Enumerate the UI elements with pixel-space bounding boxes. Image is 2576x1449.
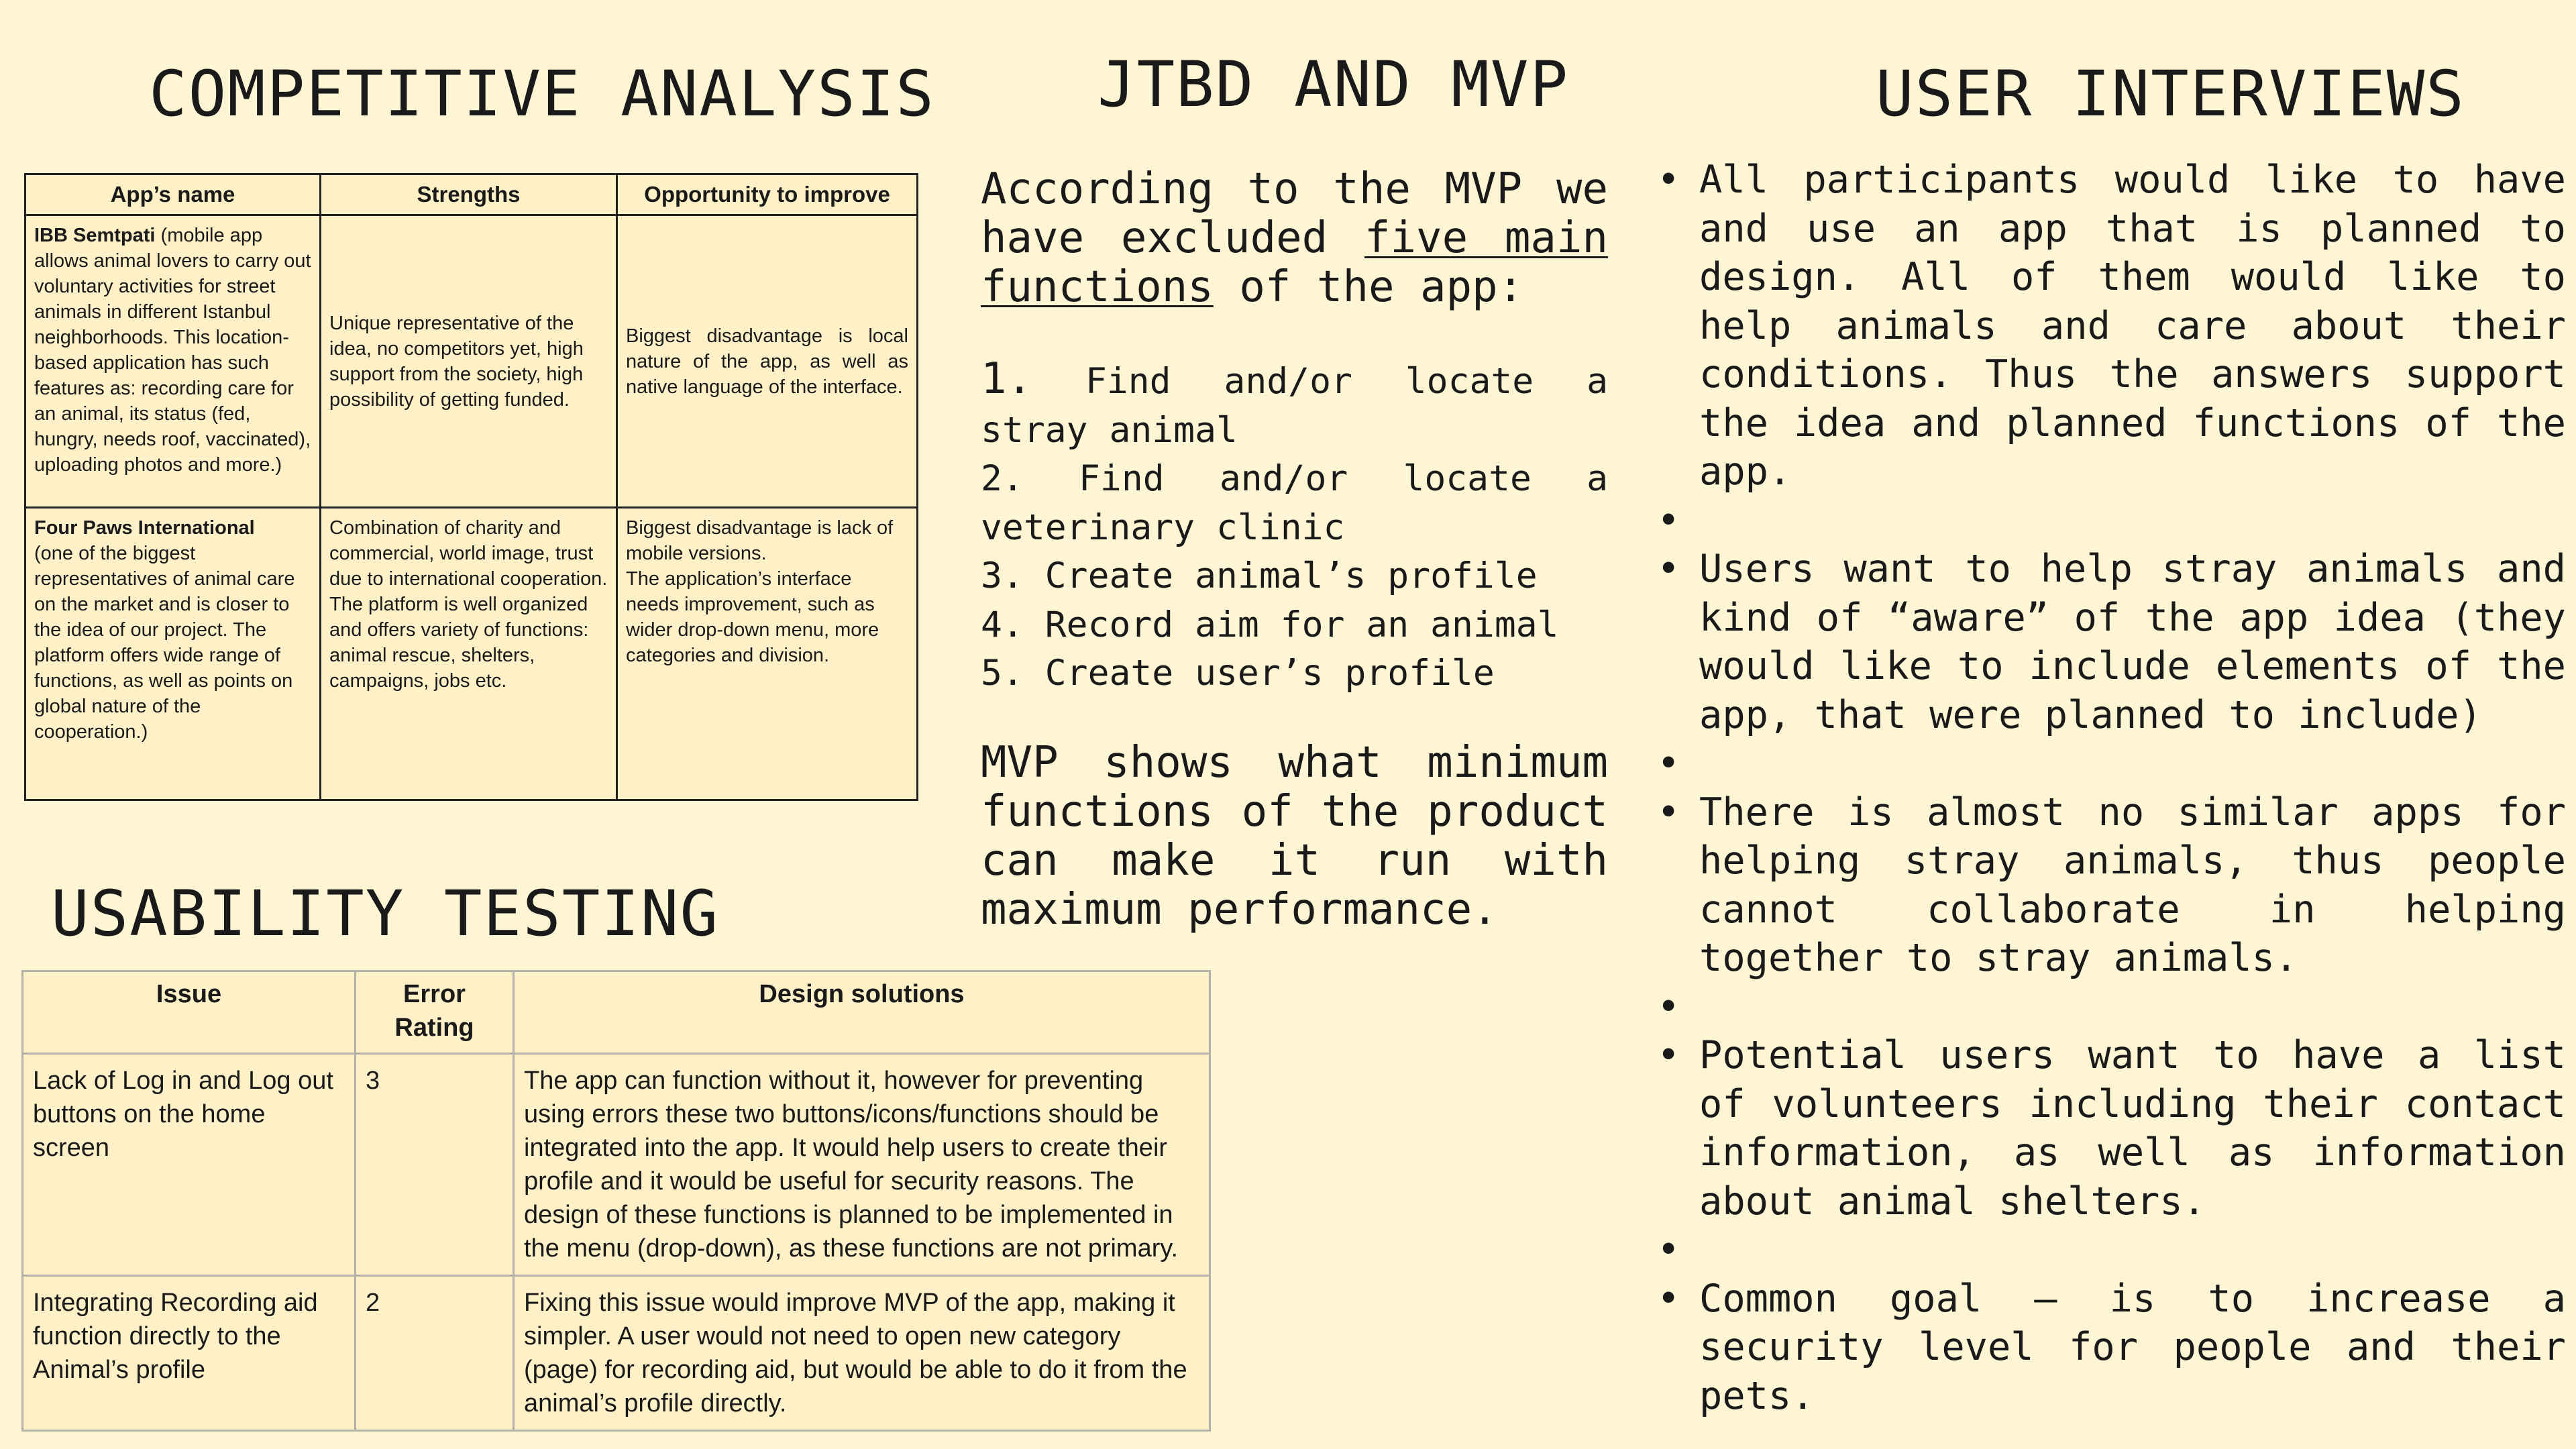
app-name-cell — [25, 508, 321, 800]
list-item — [981, 455, 1608, 552]
list-item — [981, 552, 1608, 601]
mvp-intro-text: of the app: — [1213, 262, 1524, 312]
app-description: (mobile app allows animal lovers to carry out voluntary activities for street animals in different Istanbul neighborhoods. This location-based application has such features as: recording care for an animal, its status (fed, hungry, needs roof, vaccinated), uploading photos and more.) — [34, 225, 311, 476]
table-header-row — [23, 971, 1210, 1054]
column-header: App’s name — [25, 174, 321, 215]
column-header: Error Rating — [356, 971, 514, 1054]
table-row — [23, 1054, 1210, 1276]
list-item: • There is almost no similar apps for helping stray animals, thus people cannot collaborate in helping together to stray animals. — [1657, 788, 2566, 983]
mvp-intro-text: According to the MVP we have excluded — [981, 164, 1608, 263]
app-name: Four Paws International — [34, 517, 255, 539]
design-solution-cell: The app can function without it, however for preventing using errors these two buttons/icons/functions should be integrated into the app. It would help users to create their profile and it would be useful for security reasons. The design of these functions is planned to be implemented in the menu (drop-down), as these functions are not primary. — [514, 1054, 1210, 1276]
error-rating-cell: 3 — [356, 1054, 514, 1276]
app-description: (one of the biggest representatives of animal care on the market and is closer to the idea of our project. The platform offers wide range of functions, as well as points on global nature of the cooperation.) — [34, 543, 295, 743]
error-rating-cell: 2 — [356, 1276, 514, 1431]
usability-testing-heading: USABILITY TESTING — [51, 877, 720, 951]
list-item — [981, 601, 1608, 650]
list-item: • All participants would like to have and use an app that is planned to design. All of them would like to help animals and care about their conditions. Thus the answers support the idea and planned functions of the app. — [1657, 156, 2566, 496]
strengths-text: The platform is well organized and offers variety of functions: animal rescue, shelters, campaigns, jobs etc. — [329, 594, 589, 692]
list-item: • Potential users want to have a list of volunteers including their contact information, as well as information about animal shelters. — [1657, 1031, 2566, 1226]
list-item — [1657, 496, 2566, 545]
table-row — [25, 508, 918, 800]
column-header: Opportunity to improve — [617, 174, 918, 215]
app-name: IBB Semtpati — [34, 225, 156, 246]
strengths-cell — [321, 508, 617, 800]
column-header: Strengths — [321, 174, 617, 215]
competitive-analysis-heading: COMPETITIVE ANALYSIS — [149, 58, 935, 131]
list-number: 3. — [981, 555, 1024, 596]
column-header: Design solutions — [514, 971, 1210, 1054]
list-number: 5. — [981, 653, 1024, 694]
issue-cell: Lack of Log in and Log out buttons on the home screen — [23, 1054, 356, 1276]
opportunity-text: Biggest disadvantage is lack of mobile versions. — [626, 517, 894, 564]
user-interviews-list — [1657, 156, 2566, 1420]
list-text: Create user’s profile — [1044, 653, 1495, 694]
mvp-intro — [981, 165, 1608, 312]
list-number: 1. — [981, 354, 1033, 404]
list-text: Find and/or locate a stray animal — [981, 361, 1608, 451]
usability-testing-table — [21, 970, 1211, 1432]
competitive-analysis-table — [24, 173, 918, 801]
table-row — [23, 1276, 1210, 1431]
design-solution-cell: Fixing this issue would improve MVP of the app, making it simpler. A user would not need to open new category (page) for recording aid, but would be able to do it from the animal’s profile directly. — [514, 1276, 1210, 1431]
opportunity-cell — [617, 508, 918, 800]
list-item: • Common goal – is to increase a security level for people and their pets. — [1657, 1275, 2566, 1421]
list-item — [1657, 1226, 2566, 1275]
list-item — [1657, 739, 2566, 788]
list-item — [1657, 983, 2566, 1032]
jtbd-mvp-heading: JTBD AND MVP — [1097, 48, 1570, 121]
list-text: Find and/or locate a veterinary clinic — [981, 458, 1608, 548]
mvp-function-list — [981, 355, 1608, 698]
column-header: Issue — [23, 971, 356, 1054]
strengths-cell: Unique representative of the idea, no competitors yet, high support from the society, high possibility of getting funded. — [321, 215, 617, 508]
list-number: 2. — [981, 458, 1024, 499]
list-text: Record aim for an animal — [1044, 604, 1559, 645]
list-item: • Users want to help stray animals and kind of “aware” of the app idea (they would like to include elements of the app, that were planned to include) — [1657, 545, 2566, 739]
table-header-row — [25, 174, 918, 215]
mvp-summary: MVP shows what minimum functions of the product can make it run with maximum performance. — [981, 737, 1608, 934]
list-item — [981, 649, 1608, 698]
issue-cell: Integrating Recording aid function directly to the Animal’s profile — [23, 1276, 356, 1431]
user-interviews-heading: USER INTERVIEWS — [1876, 58, 2465, 131]
mvp-section — [981, 165, 1608, 934]
list-text: Create animal’s profile — [1044, 555, 1538, 596]
opportunity-text: The application’s interface needs improvement, such as wider drop-down menu, more categories and division. — [626, 568, 879, 666]
app-name-cell — [25, 215, 321, 508]
table-row — [25, 215, 918, 508]
opportunity-cell: Biggest disadvantage is local nature of the app, as well as native language of the interface. — [617, 215, 918, 508]
list-number: 4. — [981, 604, 1024, 645]
strengths-text: Combination of charity and commercial, world image, trust due to international cooperation. — [329, 517, 608, 590]
list-item — [981, 355, 1608, 455]
mvp-intro-underlined: five main functions — [981, 213, 1609, 312]
